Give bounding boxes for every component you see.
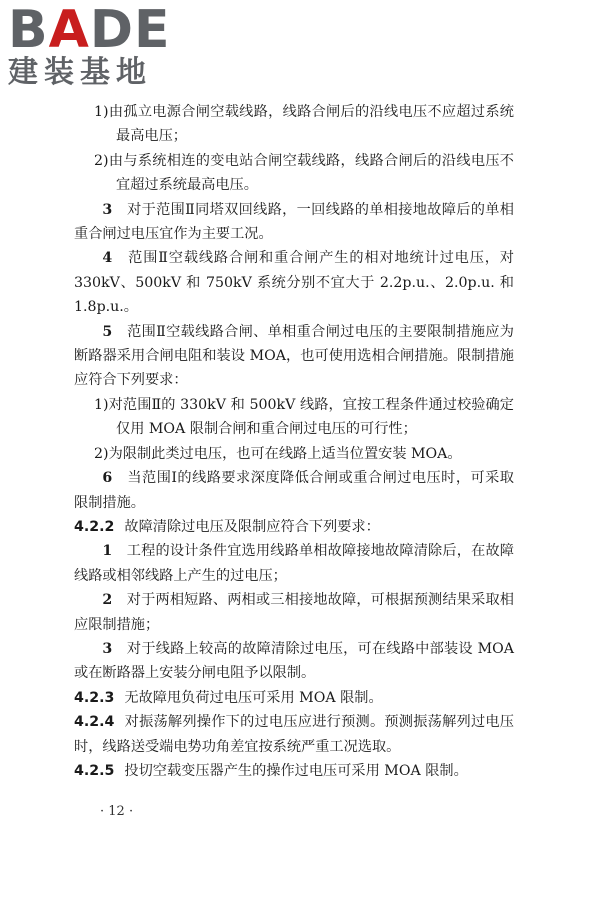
clause-item: 2)为限制此类过电压，也可在线路上适当位置安装 MOA。 (94, 445, 462, 462)
clause-item: 5 范围Ⅱ空载线路合闸、单相重合闸过电压的主要限制措施应为断路器采用合闸电阻和装设 MOA，也可使用选相合闸措施。限制措施应符合下列要求： (74, 323, 514, 389)
clause-item: 3 对于范围Ⅱ同塔双回线路，一回线路的单相接地故障后的单相重合闸过电压宜作为主要工况。 (74, 201, 514, 243)
clause-item: 6 当范围Ⅰ的线路要求深度降低合闸或重合闸过电压时，可采取限制措施。 (74, 470, 514, 511)
section-clause: 4.2.2 故障清除过电压及限制应符合下列要求： (74, 518, 380, 535)
logo (8, 0, 198, 94)
section-clause: 4.2.3 无故障甩负荷过电压可采用 MOA 限制。 (74, 689, 383, 706)
clause-item: 1 工程的设计条件宜选用线路单相故障接地故障清除后，在故障线路或相邻线路上产生的过电压； (74, 543, 514, 584)
clause-item: 3 对于线路上较高的故障清除过电压，可在线路中部装设 MOA 或在断路器上安装分闸电阻予以限制。 (74, 640, 514, 682)
logo-brand: BADE (8, 0, 171, 60)
logo-subtitle: 建装基地 (8, 55, 152, 90)
section-clause: 4.2.5 投切空载变压器产生的操作过电压可采用 MOA 限制。 (74, 762, 468, 779)
section-clause: 4.2.4 对振荡解列操作下的过电压应进行预测。预测振荡解列过电压时，线路送受端电势功角差宜按系统严重工况选取。 (74, 714, 514, 755)
clause-item: 1)由孤立电源合闸空载线路，线路合闸后的沿线电压不应超过系统最高电压； (94, 104, 514, 145)
clause-item: 1)对范围Ⅱ的 330kV 和 500kV 线路，宜按工程条件通过校验确定仅用 MOA 限制合闸和重合闸过电压的可行性； (94, 396, 514, 438)
document-body (74, 100, 514, 783)
clause-item: 2 对于两相短路、两相或三相接地故障，可根据预测结果采取相应限制措施； (74, 592, 514, 633)
clause-item: 4 范围Ⅱ空载线路合闸和重合闸产生的相对地统计过电压，对 330kV、500kV 和 750kV 系统分别不宜大于 2.2p.u.、2.0p.u. 和 1.8p.u.。 (74, 250, 514, 316)
clause-item: 2)由与系统相连的变电站合闸空载线路，线路合闸后的沿线电压不宜超过系统最高电压。 (94, 152, 514, 194)
page-number: · 12 · (100, 804, 134, 819)
